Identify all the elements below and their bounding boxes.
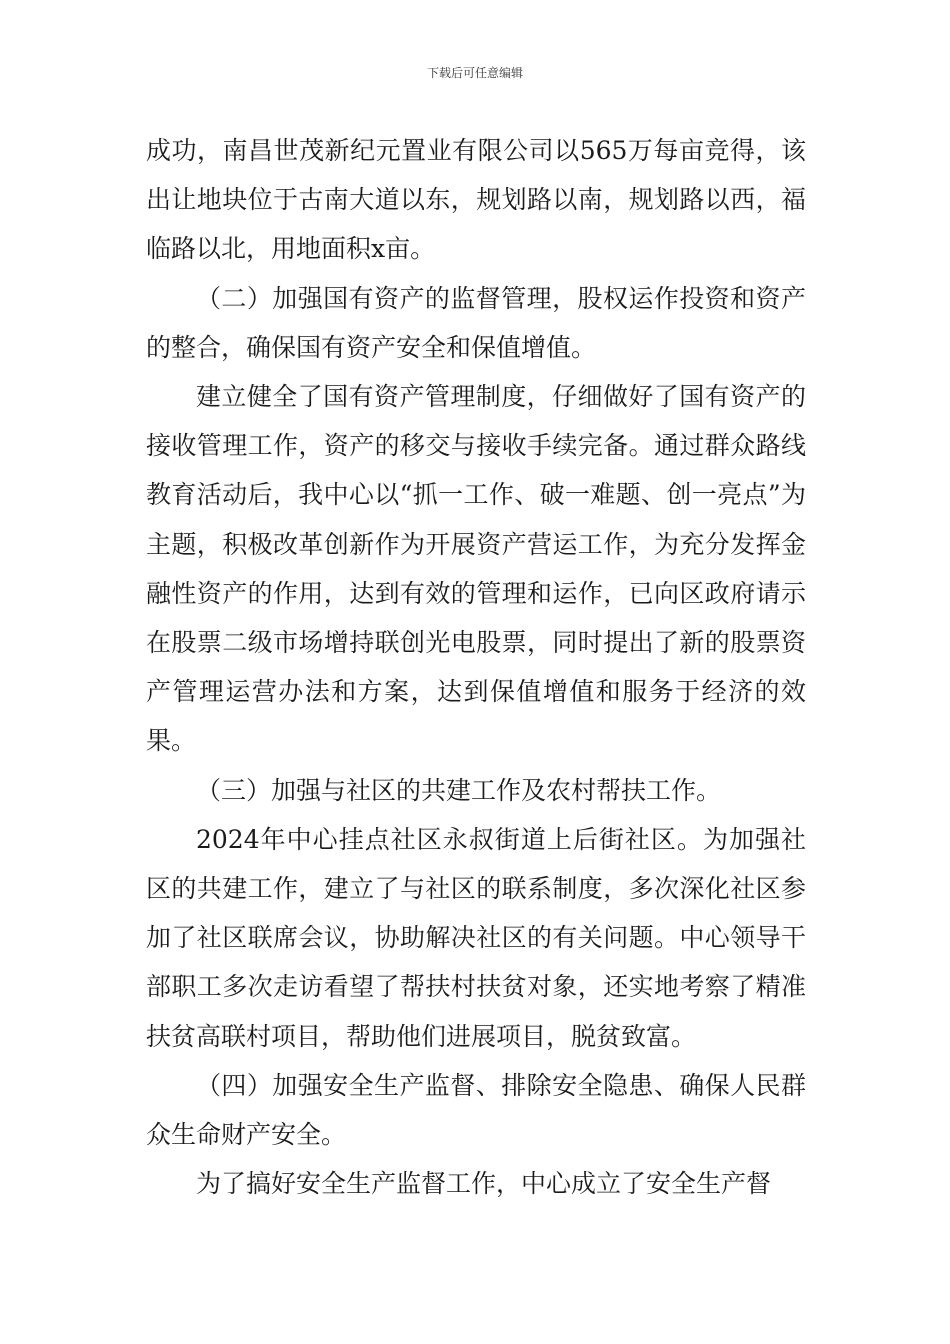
page-header-note: 下载后可任意编辑 [426,66,523,80]
paragraph-safety-supervision: 为了搞好安全生产监督工作，中心成立了安全生产督 [196,1169,772,1199]
heading-section-4: （四）加强安全生产监督、排除安全隐患、确保人民群众生命财产安全。 [146,1070,806,1150]
paragraph-land-auction: 成功，南昌世茂新纪元置业有限公司以565万每亩竞得，该出让地块位于古南大道以东，规划路以南，规划路以西，福临路以北，用地面积x亩。 [146,136,806,264]
heading-section-3: （三）加强与社区的共建工作及农村帮扶工作。 [196,775,722,805]
paragraph-asset-management: 建立健全了国有资产管理制度，仔细做好了国有资产的接收管理工作，资产的移交与接收手续完备。通过群众路线教育活动后，我中心以“抓一工作、破一难题、创一亮点”为主题，积极改革创新作为开展资产营运工作，为充分发挥金融性资产的作用，达到有效的管理和运作，已向区政府请示在股票二级市场增持联创光电股票，同时提出了新的股票资产管理运营办法和方案，达到保值增值和服务于经济的效果。 [146,382,806,756]
document-body [146,126,806,1208]
heading-section-2: （二）加强国有资产的监督管理，股权运作投资和资产的整合，确保国有资产安全和保值增值。 [146,283,806,362]
paragraph-community-work: 2024年中心挂点社区永叔街道上后街社区。为加强社区的共建工作，建立了与社区的联系制度，多次深化社区参加了社区联席会议，协助解决社区的有关问题。中心领导干部职工多次走访看望了帮扶村扶贫对象，还实地考察了精准扶贫高联村项目，帮助他们进展项目，脱贫致富。 [146,824,806,1051]
